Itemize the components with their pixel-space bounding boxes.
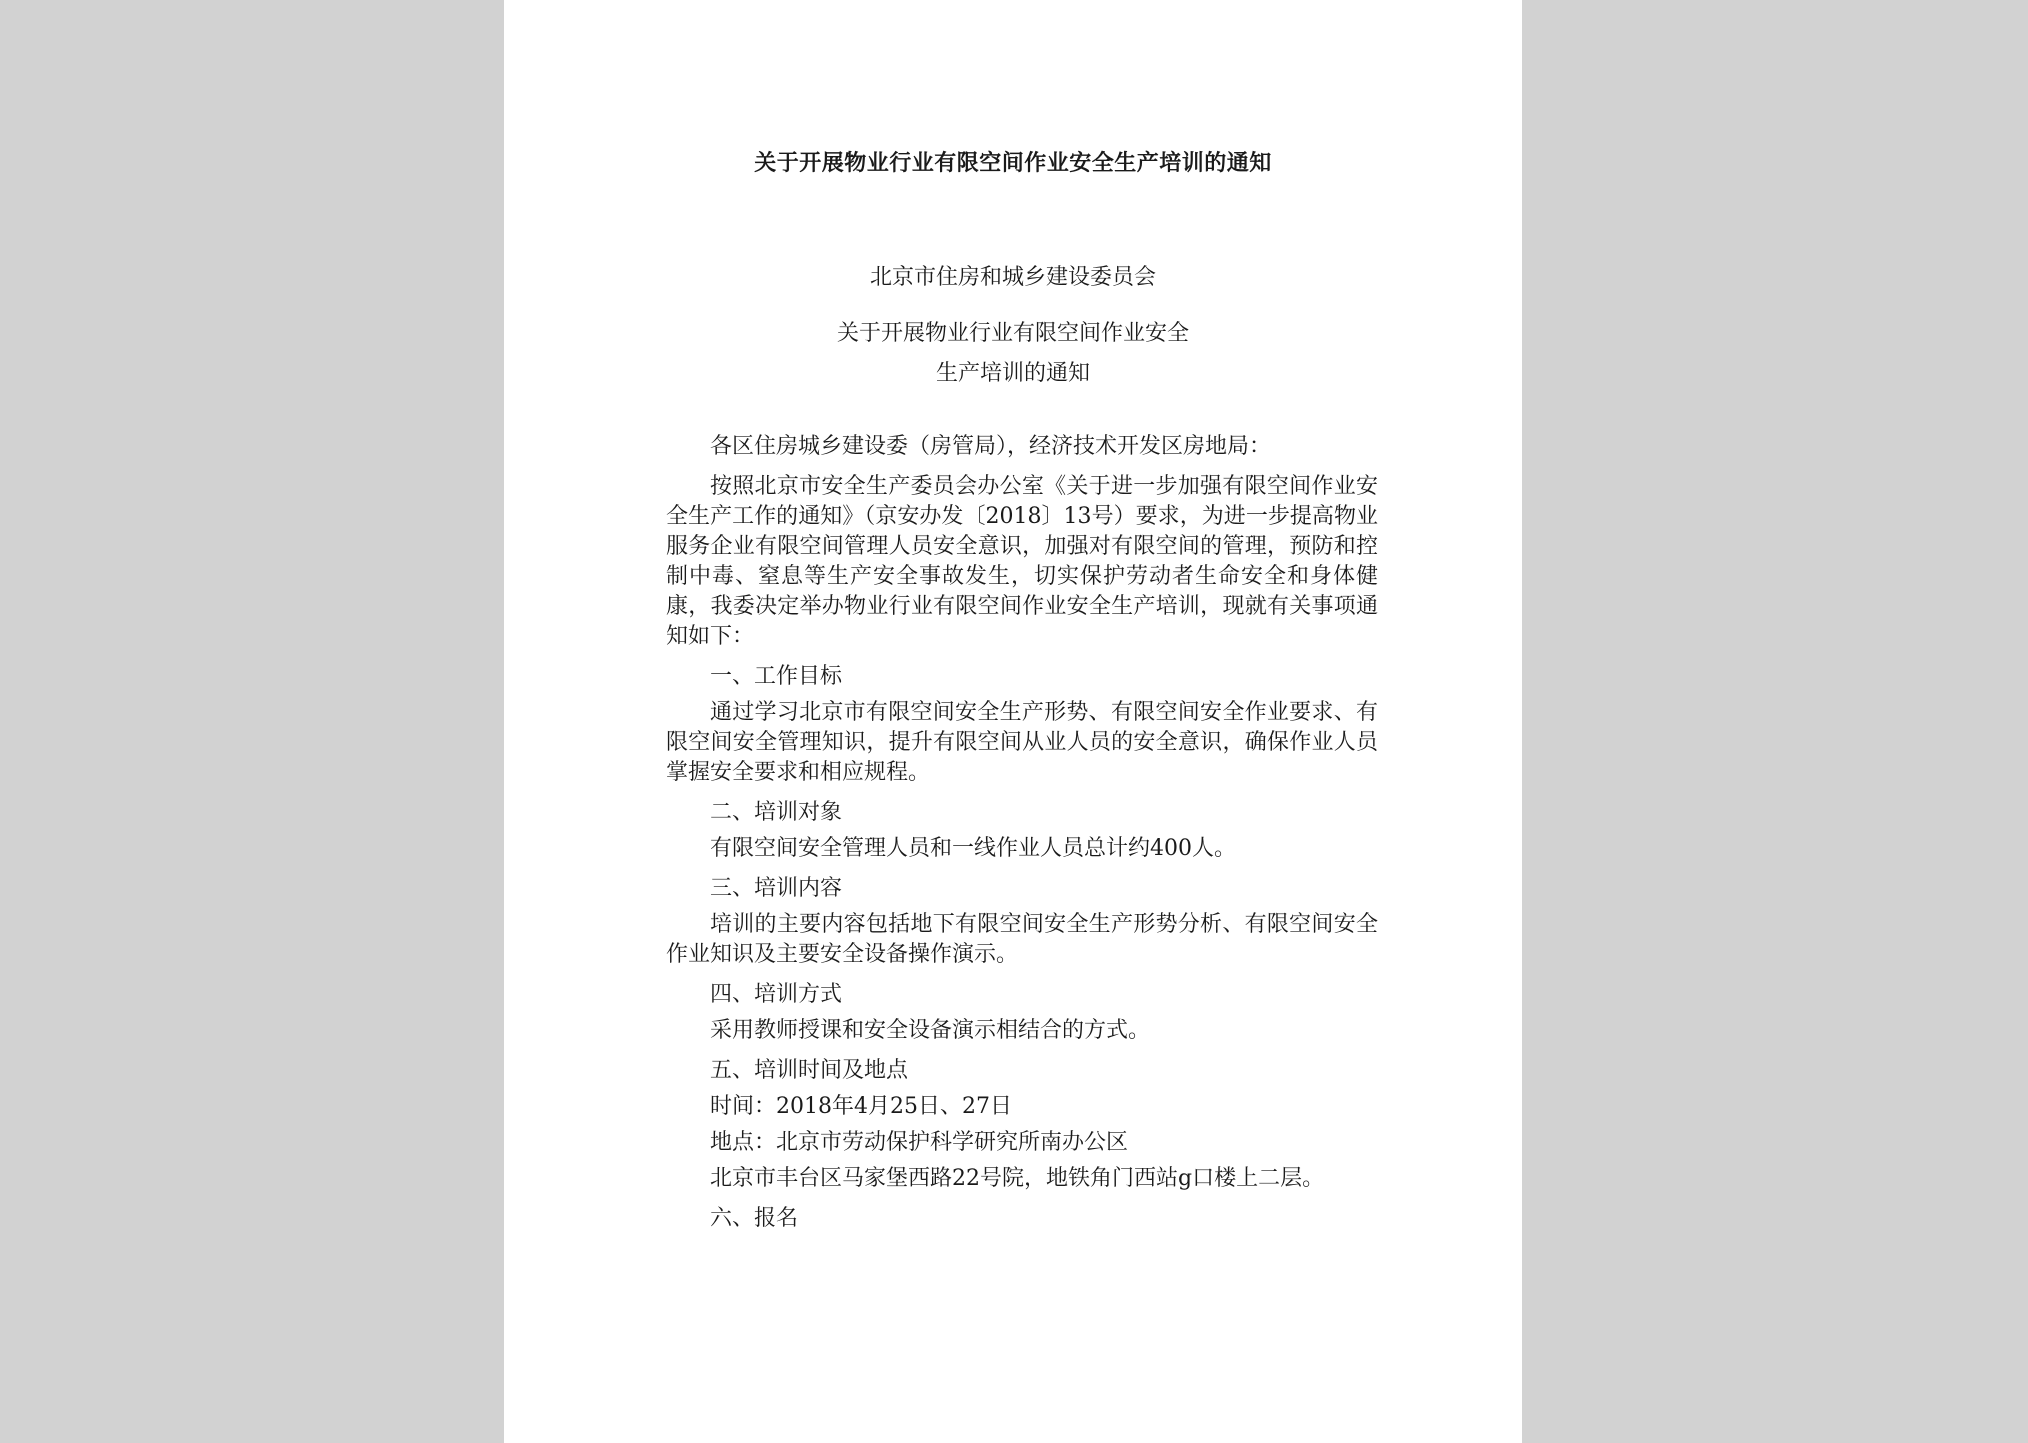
subtitle-line: 生产培训的通知 <box>935 361 1090 386</box>
section-heading: 五、培训时间及地点 <box>710 1058 909 1083</box>
body-paragraph: 北京市丰台区马家堡西路22号院，地铁角门西站g口楼上二层。 <box>710 1166 1325 1191</box>
body-paragraph: 有限空间安全管理人员和一线作业人员总计约400人。 <box>710 836 1236 861</box>
body-paragraph: 按照北京市安全生产委员会办公室《关于进一步加强有限空间作业安全生产工作的通知》（京安办发〔2018〕13号）要求，为进一步提高物业服务企业有限空间管理人员安全意识，加强对有限空间的管理，预防和控制中毒、窒息等生产安全事故发生，切实保护劳动者生命安全和身体健康，我委决定举办物业行业有限空间作业安全生产培训，现就有关事项通知如下： <box>666 474 1378 649</box>
document-title: 关于开展物业行业有限空间作业安全生产培训的通知 <box>754 150 1272 176</box>
section-heading: 四、培训方式 <box>710 982 843 1007</box>
body-paragraph: 培训的主要内容包括地下有限空间安全生产形势分析、有限空间安全作业知识及主要安全设备操作演示。 <box>666 912 1378 967</box>
document-page <box>504 0 1522 1443</box>
body-paragraph: 通过学习北京市有限空间安全生产形势、有限空间安全作业要求、有限空间安全管理知识，提升有限空间从业人员的安全意识，确保作业人员掌握安全要求和相应规程。 <box>666 700 1378 785</box>
subtitle-line: 关于开展物业行业有限空间作业安全 <box>836 321 1189 346</box>
section-heading: 一、工作目标 <box>710 664 843 689</box>
notice-subtitle <box>504 314 1522 394</box>
section-heading: 三、培训内容 <box>710 876 843 901</box>
body-paragraph: 采用教师授课和安全设备演示相结合的方式。 <box>710 1018 1151 1043</box>
addressee-paragraph: 各区住房城乡建设委（房管局），经济技术开发区房地局： <box>710 434 1272 459</box>
section-heading: 六、报名 <box>710 1206 799 1231</box>
document-body <box>666 432 1378 1244</box>
issuing-agency: 北京市住房和城乡建设委员会 <box>869 265 1156 290</box>
body-paragraph: 地点：北京市劳动保护科学研究所南办公区 <box>710 1130 1129 1155</box>
body-paragraph: 时间：2018年4月25日、27日 <box>710 1094 1012 1119</box>
section-heading: 二、培训对象 <box>710 800 843 825</box>
